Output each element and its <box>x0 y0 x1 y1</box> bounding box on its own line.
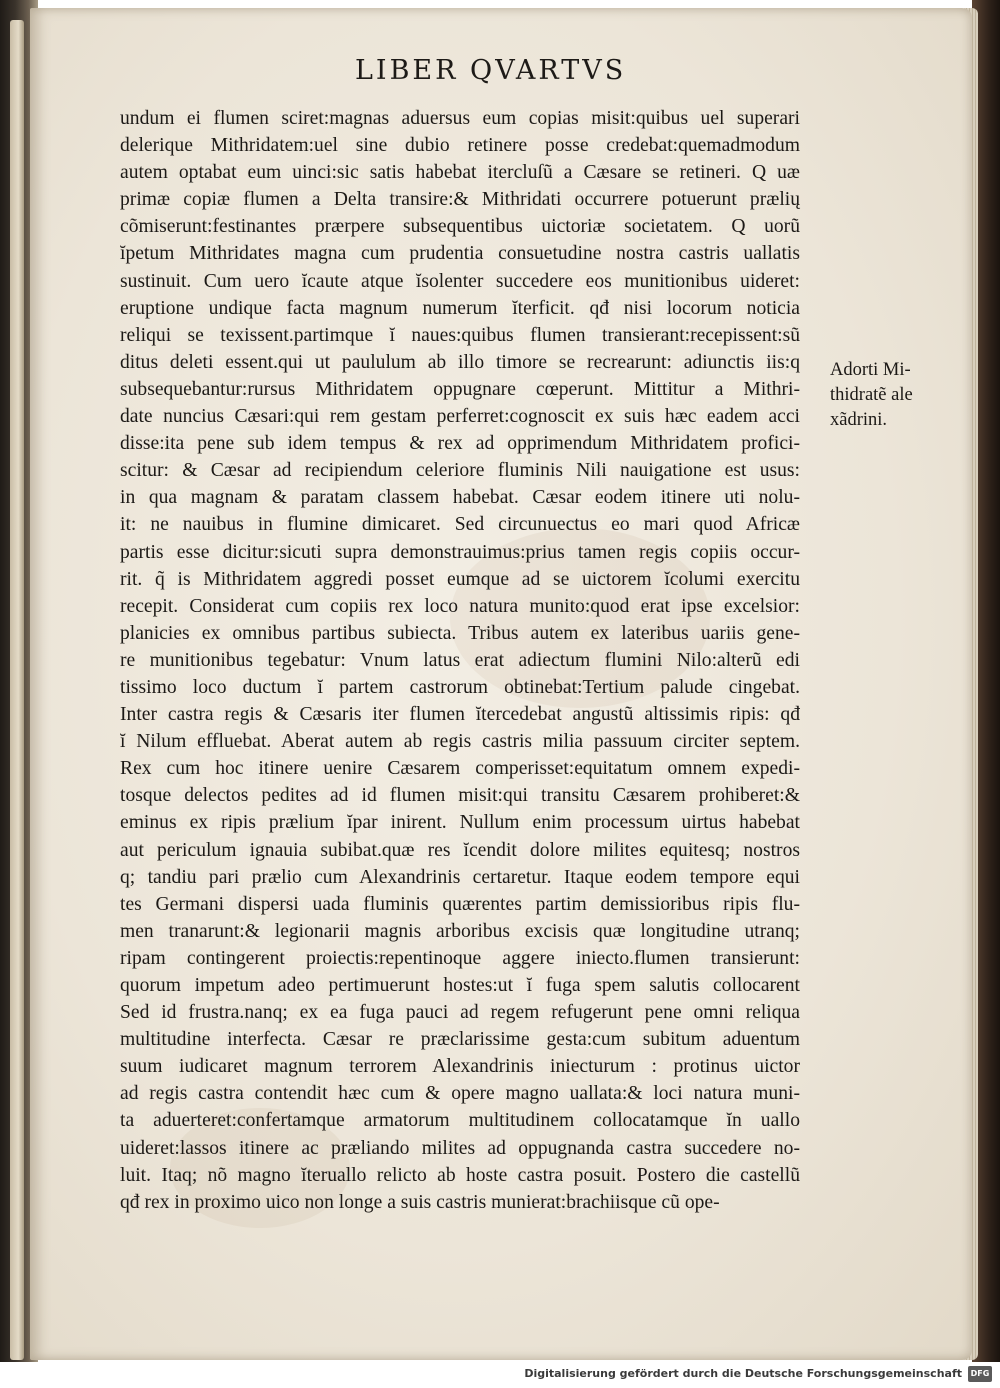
text-line: aut periculum ignauia subibat.quæ res ĭcendit dolore milites equitesq; nostros <box>120 839 800 861</box>
text-line: tissimo loco ductum ĭ partem castrorum obtinebat:Tertium palude cingebat. <box>120 676 800 698</box>
digitization-credit: Digitalisierung gefördert durch die Deutsche Forschungsgemeinschaft <box>524 1367 962 1380</box>
text-line: multitudine interfecta. Cæsar re præclarissime gesta:cum subitum aduentum <box>120 1029 800 1051</box>
margin-note-line: Adorti Mi- <box>830 360 911 380</box>
text-line: sustinuit. Cum uero ĭcaute atque ĭsolenter succedere eos munitionibus uideret: <box>120 270 800 292</box>
text-line: men tranarunt:& legionarii magnis arboribus excisis quæ longitudine utranq; <box>120 920 800 942</box>
main-text-block <box>120 105 800 1216</box>
text-line: eminus ex ripis prælium ĭpar inirent. Nullum enim processum uirtus habebat <box>120 812 800 834</box>
running-head: LIBER QVARTVS <box>355 55 627 86</box>
text-line: qđ rex in proximo uico non longe a suis castris munierat:brachiisque cũ ope- <box>120 1191 720 1213</box>
text-line: q; tandiu pari prælio cum Alexandrinis certaretur. Itaque eodem tempore equi <box>120 866 800 888</box>
marginal-note <box>830 358 940 433</box>
text-line: re munitionibus tegebatur: Vnum latus erat adiectum flumini Nilo:alterũ edi <box>120 649 800 671</box>
text-line: scitur: & Cæsar ad recipiendum celeriore fluminis Nili nauigatione est usus: <box>120 460 800 482</box>
text-line: ditus deleti essent.qui ut paululum ab illo timore se recrearunt: adiunctis iis:q <box>120 351 800 373</box>
margin-note-line: xãdrini. <box>830 410 888 430</box>
text-line: partis esse dicitur:sicuti supra demonstrauimus:prius tamen regis copiis occur- <box>120 541 800 563</box>
text-line: it: ne nauibus in flumine dimicaret. Sed circunuectus eo mari quod Africæ <box>120 514 800 536</box>
text-line: primæ copiæ flumen a Delta transire:& Mithridati occurrere potuerunt prælių <box>120 189 800 211</box>
digitization-footer <box>0 1362 1000 1388</box>
text-line: eruptione undique facta magnum numerum ĭterficit. qđ nisi locorum noticia <box>120 297 800 319</box>
text-line: undum ei flumen sciret:magnas aduersus eum copias misit:quibus uel superari <box>120 108 800 129</box>
text-line: ta aduerteret:confertamque armatorum multitudinem collocatamque ĭn uallo <box>120 1110 800 1132</box>
text-line: quorum impetum adeo pertimuerunt hostes:ut ĭ fuga spem salutis collocarent <box>120 975 800 996</box>
text-line: autem optabat eum uinci:sic satis habebat itercluſũ a Cæsare se retineri. Q uæ <box>120 162 800 184</box>
text-line: ĭ Nilum effluebat. Aberat autem ab regis castris milia passuum circiter septem. <box>120 731 800 753</box>
show-through-text <box>820 500 930 520</box>
text-line: date nuncius Cæsari:qui rem gestam perferret:cognoscit ex suis hæc eadem acci <box>120 406 800 428</box>
text-line: Sed id frustra.nanq; ex ea fuga pauci ad regem refugerunt pene omni reliqua <box>120 1002 800 1024</box>
text-line: tosque delectos pedites ad id flumen misit:qui transitu Cæsarem prohiberet:& <box>120 785 800 807</box>
text-line: cõmiserunt:festinantes prærpere subsequentibus uictoriæ societatem. Q uorũ <box>120 216 800 238</box>
text-line: ripam contingerent proiectis:repentinoque aggere iniecto.flumen transierunt: <box>120 947 800 969</box>
text-line: delerique Mithridatem:uel sine dubio retinere posse credebat:quemadmodum <box>120 135 800 157</box>
text-line: reliqui se texissent.partimque ĭ naues:quibus flumen transierant:recepissent:sũ <box>120 324 800 346</box>
dfg-logo-icon: DFG <box>968 1366 992 1382</box>
left-page-edges <box>10 20 24 1360</box>
text-line: subsequebantur:rursus Mithridatem oppugnare cœperunt. Mittitur a Mithri- <box>120 378 800 400</box>
text-line: Inter castra regis & Cæsaris iter flumen ĭtercedebat angustũ altissimis ripis: qđ <box>120 704 800 726</box>
text-line: uideret:lassos itinere ac præliando milites ad oppugnanda castra succedere no- <box>120 1137 800 1159</box>
text-line: ad regis castra contendit hæc cum & opere magno uallata:& loci natura muni- <box>120 1083 800 1105</box>
text-line: planicies ex omnibus partibus subiecta. Tribus autem ex lateribus uariis gene- <box>120 622 800 644</box>
text-line: disse:ita pene sub idem tempus & rex ad opprimendum Mithridatem profici- <box>120 433 800 455</box>
text-line: luit. Itaq; nõ magno ĭteruallo relicto ab hoste castra posuit. Postero die castellũ <box>120 1164 800 1186</box>
text-line: suum iudicaret magnum terrorem Alexandrinis iniecturum : protinus uictor <box>120 1056 800 1078</box>
text-line: rit. q̃ is Mithridatem aggredi posset eumque ad se uictorem ĭcolumi exercitu <box>120 568 800 590</box>
text-line: recepit. Considerat cum copiis rex loco natura munito:quod erat ipse excelsior: <box>120 595 800 617</box>
text-line: in qua magnam & paratam classem habebat. Cæsar eodem itinere uti nolu- <box>120 487 800 509</box>
text-line: Rex cum hoc itinere uenire Cæsarem comperisset:equitatum omnem expedi- <box>120 758 800 780</box>
text-line: tes Germani dispersi uada fluminis quærentes partim demissioribus ripis flu- <box>120 893 800 915</box>
text-line: ĭpetum Mithridates magna cum prudentia consuetudine nostra castris uallatis <box>120 243 800 265</box>
margin-note-line: thidratẽ ale <box>830 385 913 405</box>
